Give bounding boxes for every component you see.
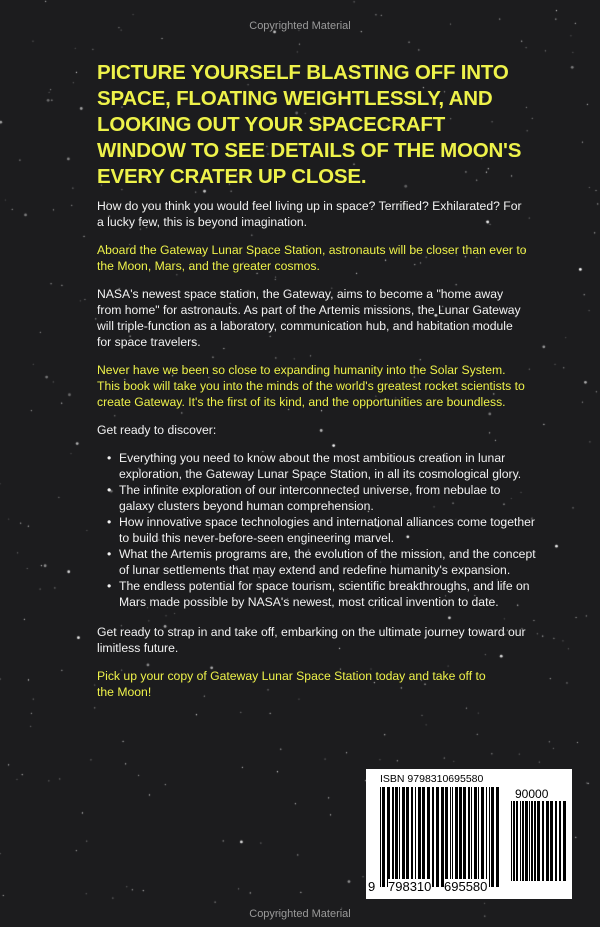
barcode-bar xyxy=(463,787,466,887)
barcode-bar xyxy=(546,801,549,881)
barcode-bar xyxy=(459,787,462,887)
list-item: • What the Artemis programs are, the evolution of the mission, and the concept of lunar settlements that may extend and redefine humanity's expansion. xyxy=(119,546,539,578)
barcode-bar xyxy=(395,787,398,887)
barcode-bar xyxy=(441,787,444,887)
barcode-bar xyxy=(415,787,416,887)
call-to-action: Pick up your copy of Gateway Lunar Space Station today and take off to the Moon! xyxy=(97,669,486,699)
barcode-bar xyxy=(445,787,448,887)
barcode-bar xyxy=(486,787,487,887)
barcode-bar xyxy=(471,787,472,887)
barcode-bar xyxy=(387,787,390,887)
expansion-paragraph: Never have we been so close to expanding humanity into the Solar System. This book will take you into the minds of the world's greatest rocket scientists to create Gateway. It's the first of its kind, and the opportunities are boundless. xyxy=(97,363,525,409)
back-cover-text xyxy=(97,60,537,712)
barcode-bar xyxy=(520,801,521,881)
nasa-paragraph: NASA's newest space station, the Gateway, aims to become a "home away from home" for astronauts. As part of the Artemis missions, the Lunar Gateway will triple-function as a laboratory, communication hub, and habitation module for space travelers. xyxy=(97,287,521,349)
list-item: • The infinite exploration of our interconnected universe, from nebulae to galaxy clusters beyond human comprehension. xyxy=(119,482,539,514)
barcode-bar xyxy=(542,801,544,881)
barcode-bar xyxy=(516,801,518,881)
barcode-bar xyxy=(427,787,430,887)
barcode-digits-group2: 695580 xyxy=(444,879,488,894)
barcode-bar xyxy=(436,787,439,887)
barcode-bar xyxy=(450,787,451,887)
list-item: • How innovative space technologies and international alliances come together to build this never-before-seen engineering marvel. xyxy=(119,514,539,546)
intro-paragraph: How do you think you would feel living up in space? Terrified? Exhilarated? For a lucky few, this is beyond imagination. xyxy=(97,199,522,229)
barcode-bar xyxy=(406,787,409,887)
copyright-watermark-bottom: Copyrighted Material xyxy=(249,908,351,920)
gateway-paragraph: Aboard the Gateway Lunar Space Station, astronauts will be closer than ever to the Moon, Mars, and the greater cosmos. xyxy=(97,243,527,273)
isbn-label: ISBN 9798310695580 xyxy=(380,773,484,785)
barcode-bar xyxy=(491,787,494,887)
list-item: • Everything you need to know about the most ambitious creation in lunar exploration, the Gateway Lunar Space Station, in all its cosmological glory. xyxy=(119,450,539,482)
barcode-bar xyxy=(563,801,566,881)
barcode-bar xyxy=(481,787,484,887)
headline: PICTURE YOURSELF BLASTING OFF INTO SPACE, FLOATING WEIGHTLESSLY, AND LOOKING OUT YOUR SPACECRAFT WINDOW TO SEE DETAILS OF THE MOON'S EVERY CRATER UP CLOSE. xyxy=(97,61,522,188)
barcode-bar xyxy=(511,801,512,881)
barcode-bar xyxy=(513,801,515,881)
closing-paragraph: Get ready to strap in and take off, embarking on the ultimate journey toward our limitless future. xyxy=(97,625,526,655)
list-item: • The endless potential for space tourism, scientific breakthroughs, and life on Mars made possible by NASA's newest, most critical invention to date. xyxy=(119,578,539,610)
barcode-bars xyxy=(376,787,566,891)
barcode-bar xyxy=(531,801,533,881)
barcode-bar xyxy=(399,787,400,887)
barcode-bar xyxy=(422,787,425,887)
barcode-bar xyxy=(489,787,490,887)
barcode-bar xyxy=(478,787,479,887)
barcode-bar xyxy=(411,787,413,887)
barcode-bar xyxy=(529,801,530,881)
barcode-bar xyxy=(474,787,477,887)
barcode-bar xyxy=(468,787,470,887)
barcode-bar xyxy=(555,801,557,881)
barcode-bar xyxy=(537,801,540,881)
barcode-bar xyxy=(522,801,524,881)
price-code: 90000 xyxy=(515,787,549,801)
copyright-watermark-top: Copyrighted Material xyxy=(249,20,351,32)
discover-heading: Get ready to discover: xyxy=(97,423,217,437)
barcode-bar xyxy=(496,787,499,887)
barcode-bar xyxy=(452,787,453,887)
barcode-digit-lead: 9 xyxy=(368,879,376,894)
barcode-bar xyxy=(402,787,405,887)
barcode-bar xyxy=(559,801,561,881)
barcode-bar xyxy=(455,787,458,887)
barcode-bar xyxy=(534,801,536,881)
barcode-bar xyxy=(392,787,394,887)
barcode-bar xyxy=(382,787,385,887)
barcode-bar xyxy=(380,787,381,887)
isbn-barcode-box xyxy=(366,769,572,899)
barcode-digits-group1: 798310 xyxy=(388,879,432,894)
barcode-bar xyxy=(525,801,528,881)
barcode-bar xyxy=(432,787,434,887)
discover-list xyxy=(107,450,539,610)
barcode-bar xyxy=(418,787,421,887)
barcode-bar xyxy=(550,801,553,881)
